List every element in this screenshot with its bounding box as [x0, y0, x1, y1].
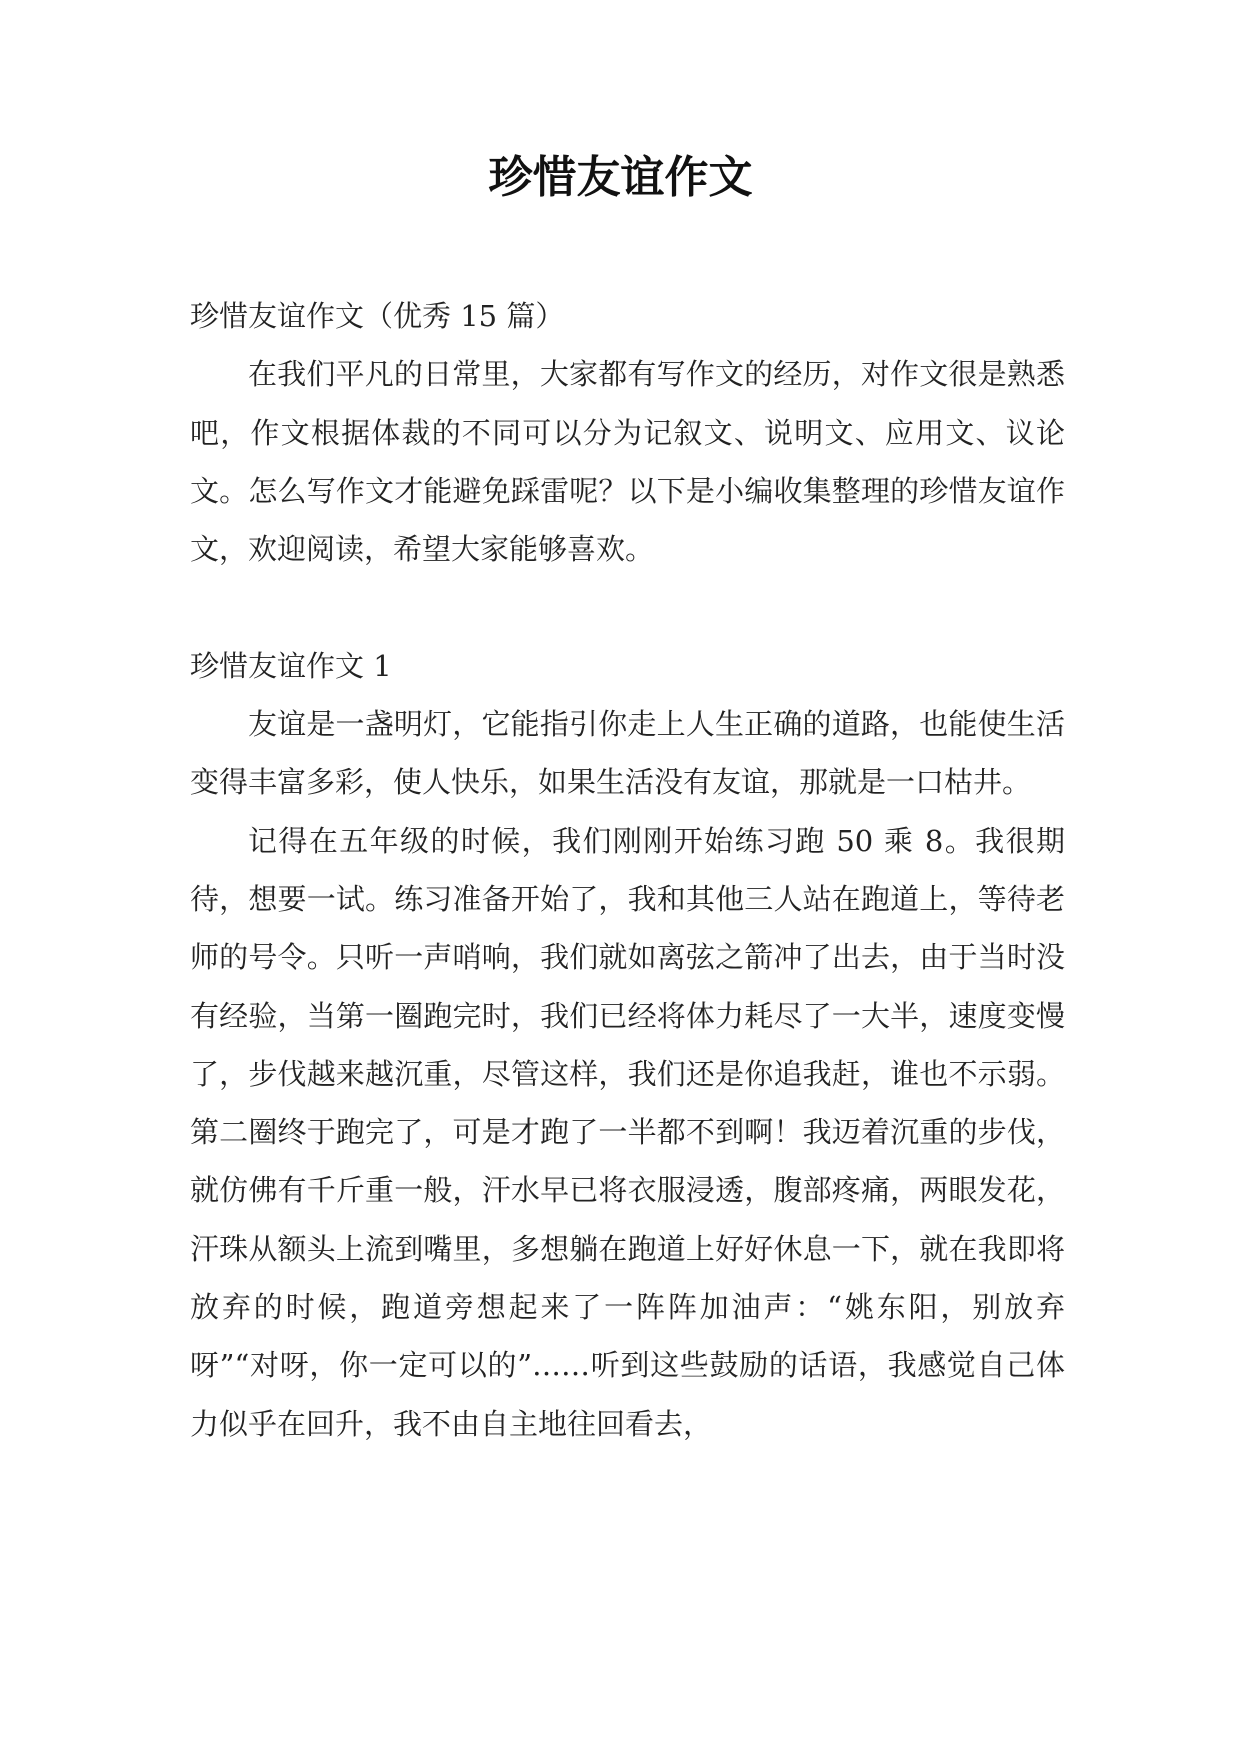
document-title: 珍惜友谊作文	[488, 152, 753, 203]
essay-1-paragraph-2: 记得在五年级的时候，我们刚刚开始练习跑 50 乘 8。我很期待，想要一试。练习准备开始了，我和其他三人站在跑道上，等待老师的号令。只听一声哨响，我们就如离弦之箭冲了出去，由于当时没有经验，当第一圈跑完时，我们已经将体力耗尽了一大半，速度变慢了，步伐越来越沉重，尽管这样，我们还是你追我赶，谁也不示弱。第二圈终于跑完了，可是才跑了一半都不到啊！我迈着沉重的步伐，就仿佛有千斤重一般，汗水早已将衣服浸透，腹部疼痛，两眼发花，汗珠从额头上流到嘴里，多想躺在跑道上好好休息一下，就在我即将放弃的时候，跑道旁想起来了一阵阵加油声：“姚东阳，别放弃呀”“对呀，你一定可以的”……听到这些鼓励的话语，我感觉自己体力似乎在回升，我不由自主地往回看去，	[190, 823, 1065, 1441]
collection-heading: 珍惜友谊作文（优秀 15 篇）	[190, 299, 565, 333]
essay-1-paragraph-1: 友谊是一盏明灯，它能指引你走上人生正确的道路，也能使生活变得丰富多彩，使人快乐，如果生活没有友谊，那就是一口枯井。	[190, 707, 1065, 800]
section-spacer	[190, 578, 1065, 636]
essay-1-heading: 珍惜友谊作文 1	[190, 648, 392, 683]
intro-paragraph: 在我们平凡的日常里，大家都有写作文的经历，对作文很是熟悉吧，作文根据体裁的不同可以分为记叙文、说明文、应用文、议论文。怎么写作文才能避免踩雷呢？以下是小编收集整理的珍惜友谊作文，欢迎阅读，希望大家能够喜欢。	[190, 357, 1065, 567]
document-body	[190, 287, 1065, 1453]
